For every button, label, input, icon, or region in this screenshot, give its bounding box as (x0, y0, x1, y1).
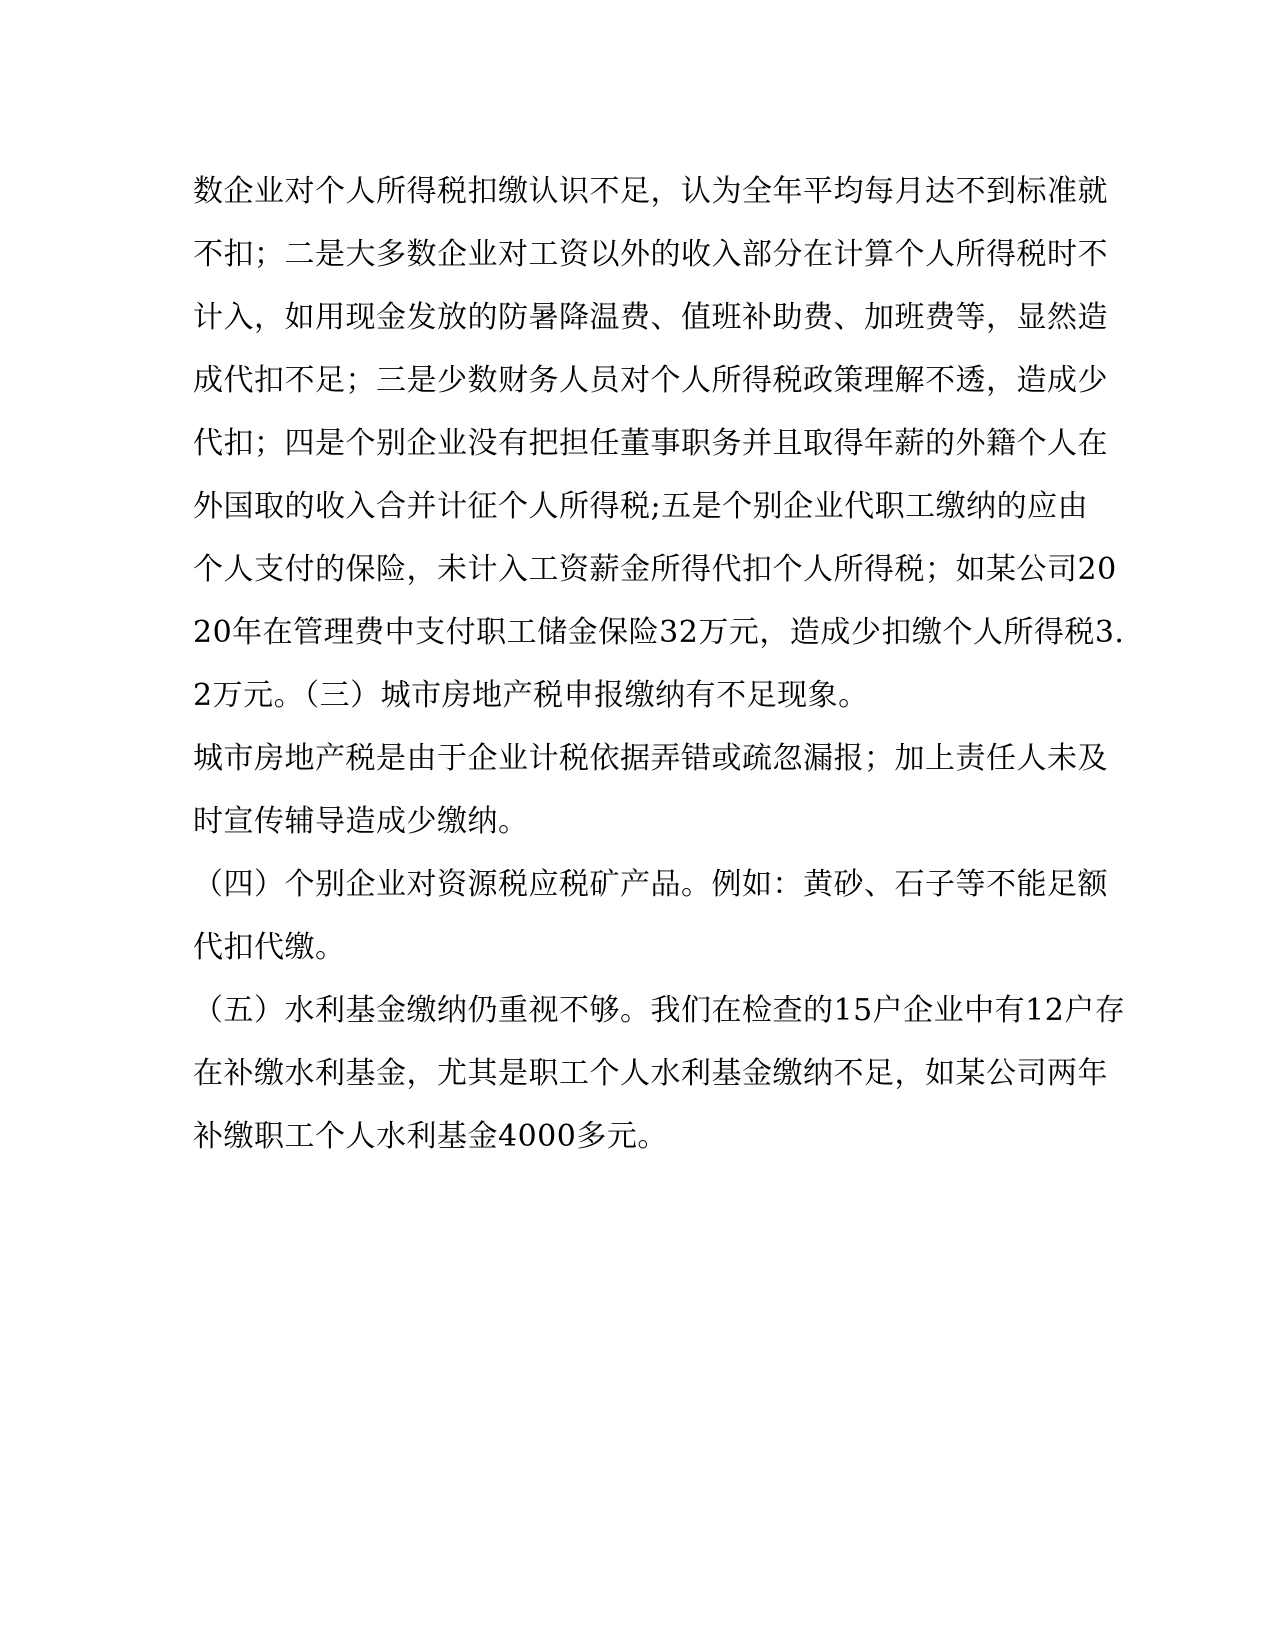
text-line: （四）个别企业对资源税应税矿产品。例如：黄砂、石子等不能足额 (193, 867, 1108, 902)
text-line: 20年在管理费中支付职工储金保险32万元，造成少扣缴个人所得税3. (193, 615, 1125, 650)
text-line: 2万元。（三）城市房地产税申报缴纳有不足现象。 (193, 678, 869, 713)
text-line: 外国取的收入合并计征个人所得税;五是个别企业代职工缴纳的应由 (193, 489, 1089, 524)
paragraph-resource-tax (193, 853, 1108, 979)
text-line: （五）水利基金缴纳仍重视不够。我们在检查的15户企业中有12户存 (193, 993, 1126, 1028)
text-line: 城市房地产税是由于企业计税依据弄错或疏忽漏报；加上责任人未及 (193, 741, 1108, 776)
text-line: 代扣；四是个别企业没有把担任董事职务并且取得年薪的外籍个人在 (193, 426, 1108, 461)
text-line: 数企业对个人所得税扣缴认识不足，认为全年平均每月达不到标准就 (193, 174, 1108, 209)
text-line: 计入，如用现金发放的防暑降温费、值班补助费、加班费等，显然造 (193, 300, 1108, 335)
document-body (193, 160, 1126, 1168)
text-line: 代扣代缴。 (193, 930, 346, 965)
text-line: 在补缴水利基金，尤其是职工个人水利基金缴纳不足，如某公司两年 (193, 1056, 1108, 1091)
paragraph-property-tax (193, 727, 1108, 853)
paragraph-income-tax (193, 160, 1125, 727)
text-line: 不扣；二是大多数企业对工资以外的收入部分在计算个人所得税时不 (193, 237, 1108, 272)
text-line: 补缴职工个人水利基金4000多元。 (193, 1119, 668, 1154)
text-line: 个人支付的保险，未计入工资薪金所得代扣个人所得税；如某公司20 (193, 552, 1117, 587)
text-line: 成代扣不足；三是少数财务人员对个人所得税政策理解不透，造成少 (193, 363, 1108, 398)
paragraph-water-fund (193, 979, 1126, 1168)
text-line: 时宣传辅导造成少缴纳。 (193, 804, 529, 839)
